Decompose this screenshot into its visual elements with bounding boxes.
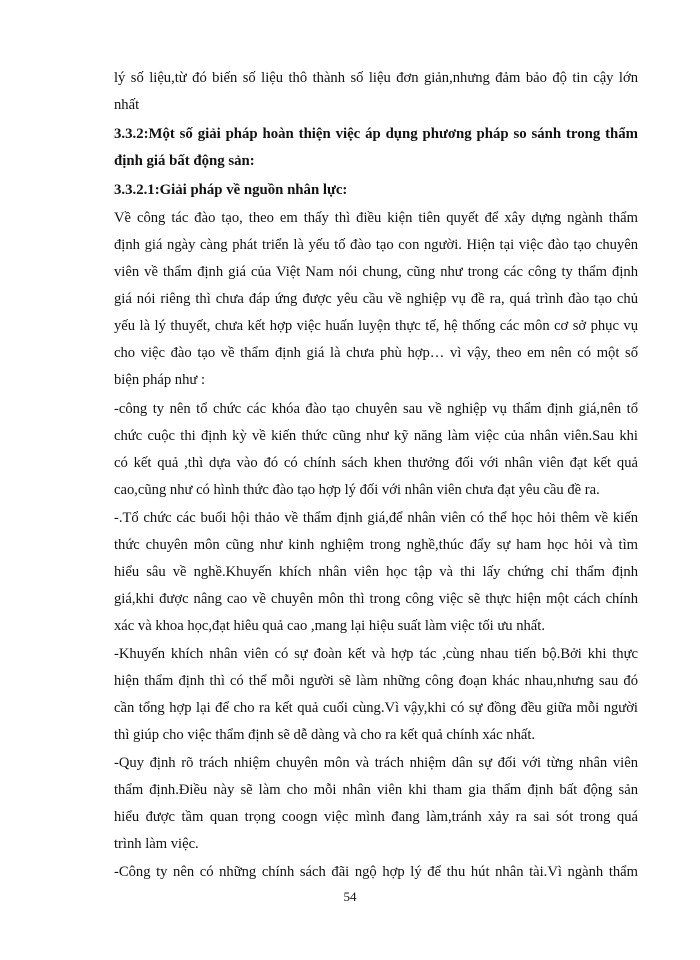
- body-text-line: Về công tác đào tạo, theo em thấy thì điều kiện tiên quyết để xây dựng ngành thẩm: [114, 210, 638, 226]
- body-text-line: giá,khi được nâng cao về chuyên môn thì trong công việc sẽ thực hiện một cách chính: [114, 591, 638, 607]
- body-text-line: hiểu được tầm quan trọng coogn việc mình đang làm,tránh xảy ra sai sót trong quá: [114, 809, 638, 825]
- body-text-line: -công ty nên tổ chức các khóa đào tạo chuyên sau về nghiệp vụ thẩm định giá,nên tổ: [114, 401, 638, 417]
- body-text-line: -Khuyến khích nhân viên có sự đoàn kết và hợp tác ,cùng nhau tiến bộ.Bởi khi thực: [114, 646, 638, 662]
- body-text-line: nhất: [114, 97, 140, 113]
- body-text-line: thì giúp cho việc thẩm định sẽ dễ dàng và cho ra kết quả chính xác nhất.: [114, 727, 536, 743]
- body-text-line: -Công ty nên có những chính sách đãi ngộ hợp lý để thu hút nhân tài.Vì ngành thẩm: [114, 864, 638, 880]
- body-text-line: thẩm định.Điều này sẽ làm cho mỗi nhân viên khi tham gia thẩm định bất động sản: [114, 782, 638, 798]
- body-text-line: biện pháp như :: [114, 372, 205, 388]
- subsection-heading: 3.3.2.1:Giải pháp về nguồn nhân lực:: [114, 182, 348, 198]
- body-text-line: lý số liệu,từ đó biến số liệu thô thành số liệu đơn giản,nhưng đảm bảo độ tin cậy lớn: [114, 70, 638, 86]
- section-heading-line: định giá bất động sản:: [114, 153, 255, 169]
- body-text-line: xác và khoa học,đạt hiêu quả cao ,mang lại hiệu suất làm việc tối ưu nhất.: [114, 618, 545, 634]
- body-text-line: có kết quả ,thì dựa vào đó có chính sách khen thưởng đối với nhân viên đạt kết quả: [114, 455, 638, 471]
- body-text-line: chức cuộc thi định kỳ về kiến thức cũng như kỹ năng làm việc của nhân viên.Sau khi: [114, 428, 638, 444]
- body-text-line: cần tổng hợp lại để cho ra kết quả cuối cùng.Vì vậy,khi có sự đồng đều giữa mỗi người: [114, 700, 638, 716]
- section-heading-line: 3.3.2:Một số giải pháp hoàn thiện việc áp dụng phương pháp so sánh trong thẩm: [114, 126, 638, 142]
- body-text-line: định giá ngày càng phát triển là yếu tố đào tạo con người. Hiện tại việc đào tạo chuyên: [114, 237, 638, 253]
- body-text-line: cao,cũng như có hình thức đào tạo hợp lý đối với nhân viên chưa đạt yêu cầu đề ra.: [114, 482, 600, 498]
- body-text-line: hiểu sâu về nghề.Khuyến khích nhân viên học tập và thi lấy chứng chỉ thẩm định: [114, 564, 638, 580]
- body-text-line: viên về thẩm định giá của Việt Nam nói chung, cũng như trong các công ty thẩm định: [114, 264, 638, 280]
- body-text-line: -.Tổ chức các buổi hội thảo về thẩm định giá,để nhân viên có thể học hỏi thêm về kiến: [114, 510, 638, 526]
- body-text-line: thức chuyên môn cũng như kinh nghiệm trong nghề,thúc đẩy sự ham học hỏi và tìm: [114, 537, 638, 553]
- body-text-line: hiện thẩm định thì có thể mỗi người sẽ làm những công đoạn khác nhau,nhưng sau đó: [114, 673, 638, 689]
- body-text-line: yếu là lý thuyết, chưa kết hợp việc huấn luyện thực tế, hệ thống các môn cơ sở phục vụ: [114, 318, 638, 334]
- body-text-line: -Quy định rõ trách nhiệm chuyên môn và trách nhiệm dân sự đối với từng nhân viên: [114, 755, 638, 771]
- body-text-line: trình làm việc.: [114, 836, 199, 852]
- page-number: 54: [343, 889, 357, 904]
- body-text-line: cho việc đào tạo về thẩm định giá là chưa phù hợp… vì vậy, theo em nên có một số: [114, 345, 638, 361]
- body-text-line: giá nói riêng thì chưa đáp ứng được yêu cầu về nghiệp vụ đề ra, quá trình đào tạo chủ: [114, 291, 638, 307]
